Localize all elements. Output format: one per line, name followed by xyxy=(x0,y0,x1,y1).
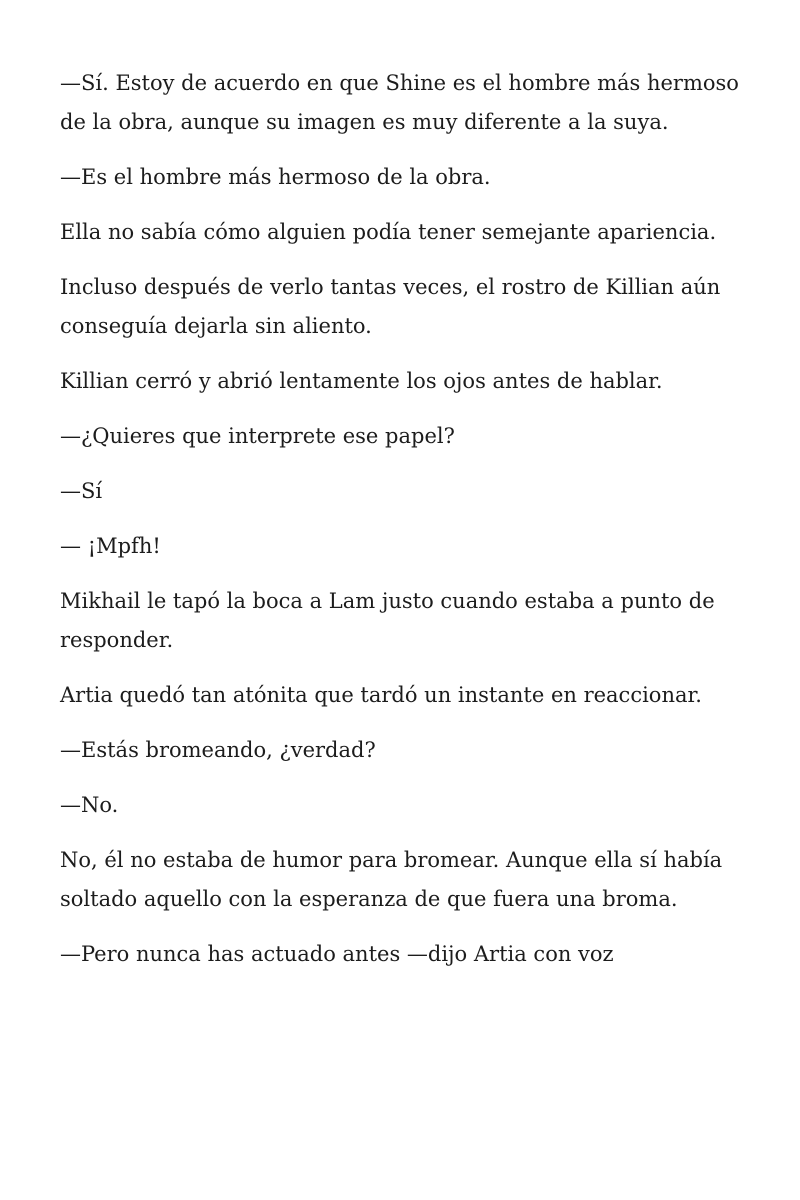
paragraph: Killian cerró y abrió lentamente los ojos antes de hablar. xyxy=(60,369,663,393)
paragraph: —Pero nunca has actuado antes —dijo Artia con voz xyxy=(60,942,614,966)
paragraph: Mikhail le tapó la boca a Lam justo cuando estaba a punto de responder. xyxy=(60,589,715,652)
paragraph: — ¡Mpfh! xyxy=(60,534,161,558)
paragraph: —¿Quieres que interprete ese papel? xyxy=(60,424,455,448)
paragraph: —Sí xyxy=(60,479,103,503)
paragraph: No, él no estaba de humor para bromear. Aunque ella sí había soltado aquello con la esperanza de que fuera una broma. xyxy=(60,848,723,911)
paragraph: Artia quedó tan atónita que tardó un instante en reaccionar. xyxy=(60,683,702,707)
paragraph: —No. xyxy=(60,793,119,817)
paragraph: Ella no sabía cómo alguien podía tener semejante apariencia. xyxy=(60,220,717,244)
paragraph: —Es el hombre más hermoso de la obra. xyxy=(60,165,491,189)
paragraph: —Estás bromeando, ¿verdad? xyxy=(60,738,376,762)
book-page xyxy=(60,64,750,990)
paragraph: —Sí. Estoy de acuerdo en que Shine es el hombre más hermoso de la obra, aunque su imagen es muy diferente a la suya. xyxy=(60,71,739,134)
paragraph: Incluso después de verlo tantas veces, el rostro de Killian aún conseguía dejarla sin aliento. xyxy=(60,275,721,338)
